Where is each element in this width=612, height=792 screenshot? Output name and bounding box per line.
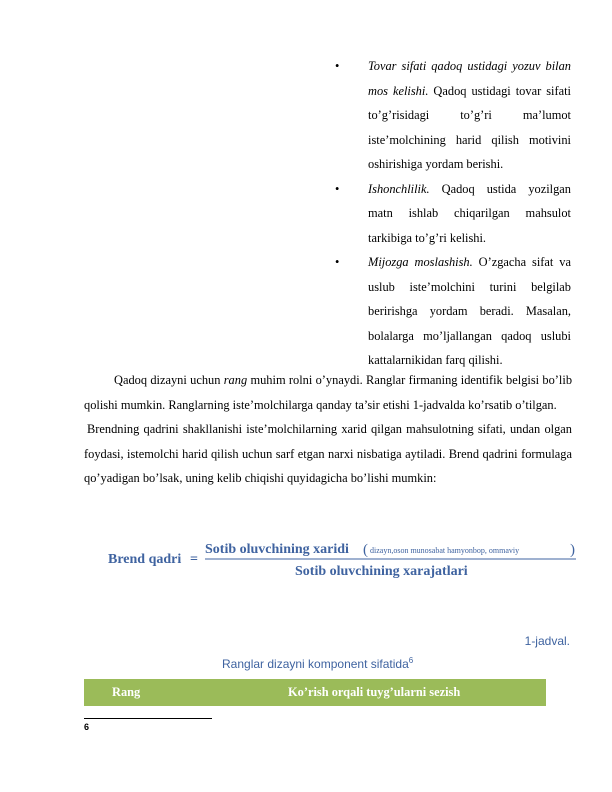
paragraph-color xyxy=(84,368,572,417)
body-text xyxy=(84,368,572,491)
bullet-item-customer xyxy=(305,250,571,373)
formula-numerator-detail: dizayn,oson munosabat hamyonbop, ommaviy xyxy=(370,546,520,555)
table-header-color: Rang xyxy=(112,685,141,699)
bullet-text: Qadoq ustidagi tovar sifati to’g’risidagi to’g’ri ma’lumot iste’molchining harid qilish motivini oshirishiga yordam berishi. xyxy=(368,83,571,171)
bullet-term: Ishonchlilik. xyxy=(368,181,430,196)
table-number-label: 1-jadval. xyxy=(524,634,570,648)
bullet-list xyxy=(305,54,571,373)
bullet-icon: • xyxy=(335,255,340,269)
formula-numerator: Sotib oluvchining xaridi xyxy=(205,542,349,557)
table-title xyxy=(222,656,413,671)
bullet-item-reliability xyxy=(305,177,571,251)
formula-equals: = xyxy=(190,552,198,567)
bullet-text: O’zgacha sifat va uslub iste’molchini turini belgilab beririshga yordam beradi. Masalan, bolalarga mo’ljallangan qadoq uslubi kattalarnikidan farq qilishi. xyxy=(368,255,571,367)
paragraph-brand-value: Brendning qadrini shakllanishi iste’molchilarning xarid qilgan mahsulotning sifati, undan olgan foydasi, istemolchi harid qilish uchun sarf etgan narxi nisbatiga aytiladi. Brend qadrini formulaga qo’yadigan bo’lsak, uning kelib chiqishi quyidagicha bo’lishi mumkin: xyxy=(84,422,572,485)
bullet-item-quality xyxy=(305,54,571,177)
footnote-number: 6 xyxy=(84,722,90,732)
bullet-text: Qadoq ustida yozilgan matn ishlab chiqarilgan mahsulot tarkibiga to’g’ri kelishi. xyxy=(368,181,571,245)
bullet-term: Tovar sifati qadoq ustidagi yozuv bilan mos kelishi. xyxy=(368,59,571,98)
table-title-text: Ranglar dizayni komponent sifatida xyxy=(222,657,409,671)
formula-paren-close: ) xyxy=(570,542,575,558)
footnote-reference: 6 xyxy=(408,656,414,665)
brand-value-formula xyxy=(108,538,578,580)
table-header-perception: Ko’rish orqali tuyg’ularni sezish xyxy=(288,685,461,699)
bullet-term: Mijozga moslashish. xyxy=(368,255,473,269)
footnote-separator xyxy=(84,718,212,719)
formula-lhs: Brend qadri xyxy=(108,552,182,567)
bullet-icon: • xyxy=(335,181,340,196)
formula-paren-open: ( xyxy=(363,542,368,558)
formula-denominator: Sotib oluvchining xarajatlari xyxy=(295,564,468,579)
bullet-icon: • xyxy=(335,59,340,73)
paragraph-text: muhim rolni o’ynaydi. Ranglar firmaning identifik belgisi bo’lib qolishi mumkin. Ranglarning iste’molchilarga qanday ta’sir etishi 1-jadvalda ko’rsatib o’tilgan. xyxy=(84,373,573,412)
table-header-row xyxy=(84,679,546,706)
paragraph-term: rang xyxy=(223,373,248,387)
paragraph-text: Qadoq dizayni uchun xyxy=(114,373,224,387)
